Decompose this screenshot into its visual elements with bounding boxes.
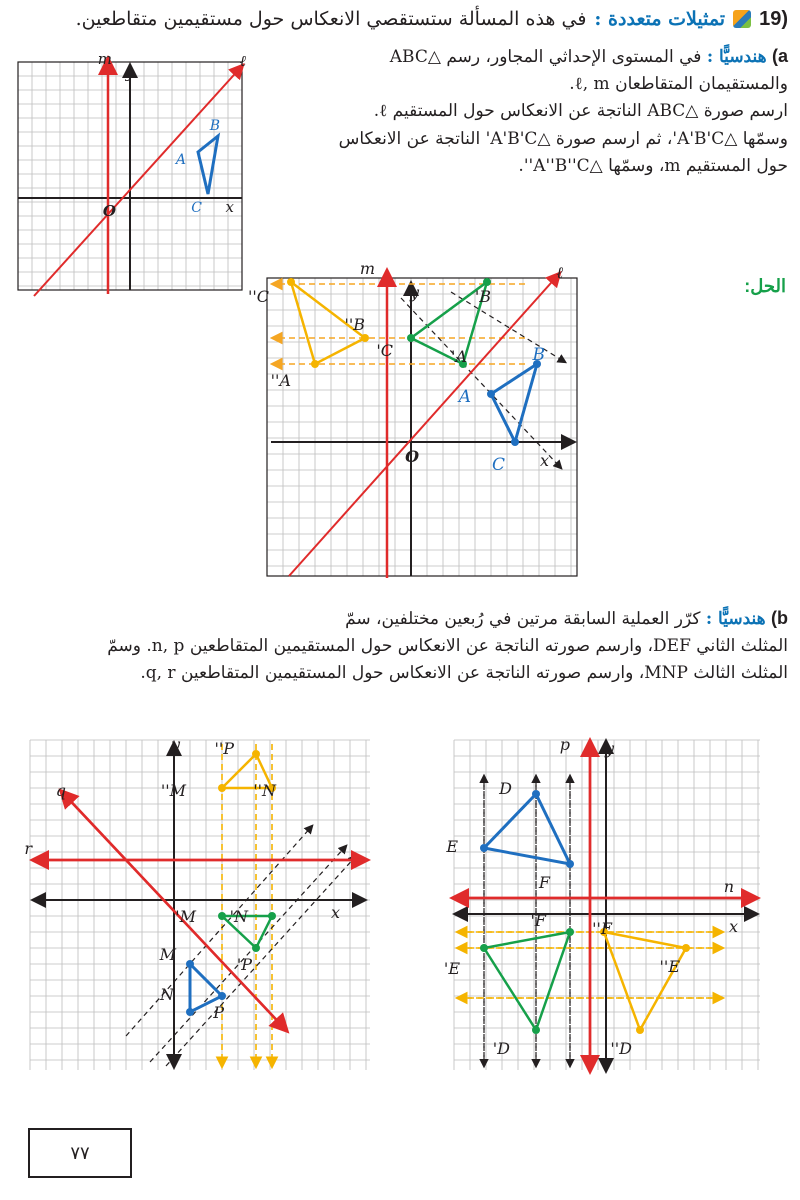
label-n1: N' <box>229 907 248 926</box>
label-f2: F'' <box>592 919 612 938</box>
label-m: M <box>159 945 176 964</box>
label-x: x <box>225 198 234 216</box>
question-intro: في هذه المسألة ستستقصي الانعكاس حول مستقيمين متقاطعين. <box>75 8 587 30</box>
grid <box>30 740 370 1070</box>
part-a <box>288 42 788 180</box>
label-b: B <box>209 118 220 134</box>
label-a2: A'' <box>270 371 291 390</box>
graph-solution-a <box>247 259 585 582</box>
label-origin: O <box>405 447 419 466</box>
label-f: F <box>538 873 550 892</box>
label-c2: C'' <box>247 287 269 306</box>
label-l: ℓ <box>556 263 563 282</box>
label-n: N <box>160 985 174 1004</box>
label-m: m <box>359 259 375 278</box>
label-e1: E' <box>443 959 460 978</box>
label-a: A <box>175 152 186 168</box>
multiple-representations-icon <box>733 10 751 28</box>
part-a-line-5: حول المستقيم m، وسمّها △A''B''C''. <box>518 155 788 176</box>
label-m: m <box>97 50 112 68</box>
part-b-line-2: المثلث الثاني DEF، وارسم صورته الناتجة عن الانعكاس حول المستقيمين المتقاطعين n, p. وسمّ <box>107 636 788 657</box>
solution-label: الحل: <box>744 276 786 296</box>
label-c: C <box>191 200 202 216</box>
label-r: r <box>24 839 32 858</box>
graph-triangle-abc <box>8 52 258 302</box>
part-b-heading: هندسيًّا : <box>705 609 766 629</box>
label-c1: C' <box>376 341 393 360</box>
label-x: x <box>539 451 549 470</box>
label-n-line: n <box>723 877 734 896</box>
label-b1: B' <box>474 287 491 306</box>
label-d: D <box>499 779 512 798</box>
triangle-def <box>484 794 570 864</box>
label-m1: M' <box>175 907 196 926</box>
label-f1: F' <box>530 911 546 930</box>
part-b-line-1: كرّر العملية السابقة مرتين في رُبعين مختلفين، سمّ <box>345 609 701 629</box>
label-l: ℓ <box>239 52 246 70</box>
label-x: x <box>728 917 738 936</box>
graph-triangle-mnp <box>26 736 376 1086</box>
label-m2: M'' <box>160 781 186 800</box>
triangle-abc <box>491 364 537 442</box>
label-b: B <box>532 345 545 365</box>
part-a-line-1: في المستوى الإحداثي المجاور، رسم △ABC <box>389 47 702 67</box>
part-a-line-4: وسمّها △A'B'C'، ثم ارسم صورة △A'B'C' الناتجة عن الانعكاس <box>338 128 788 149</box>
part-b <box>12 604 788 688</box>
part-b-label: b) <box>771 608 788 628</box>
triangle-d1e1f1 <box>484 932 570 1030</box>
graph-triangle-def <box>443 735 766 1086</box>
label-p1: P' <box>236 955 252 974</box>
part-b-line-3: المثلث الثالث MNP، وارسم صورته الناتجة عن الانعكاس حول المستقيمين المتقاطعين q, r. <box>140 663 788 684</box>
triangle-d2e2f2 <box>604 932 686 1030</box>
label-p-line: p <box>559 735 570 754</box>
label-e: E <box>446 837 458 856</box>
label-p: P <box>213 1003 224 1022</box>
label-a: A <box>458 387 471 407</box>
label-q: q <box>55 781 66 800</box>
label-y: y <box>170 735 180 754</box>
part-a-line-2: والمستقيمان المتقاطعان ℓ, m. <box>569 74 788 95</box>
label-y: y <box>604 739 614 758</box>
label-b2: B'' <box>344 315 365 334</box>
label-d1: D' <box>492 1039 510 1058</box>
label-p2: P'' <box>214 739 234 758</box>
page-number: ٧٧ <box>28 1128 132 1178</box>
label-x: x <box>330 903 340 922</box>
part-a-label: a) <box>771 46 788 66</box>
label-e2: E'' <box>659 957 680 976</box>
label-n2: N'' <box>253 781 276 800</box>
part-a-heading: هندسيًّا : <box>706 47 767 67</box>
label-d2: D'' <box>610 1039 632 1058</box>
question-title: تمثيلات متعددة : <box>594 8 726 30</box>
part-a-line-3: ارسم صورة △ABC الناتجة عن الانعكاس حول المستقيم ℓ. <box>373 101 788 122</box>
question-header <box>12 2 788 36</box>
label-a1: A' <box>451 347 467 366</box>
question-number: 19) <box>759 7 788 30</box>
label-y: y <box>125 64 134 82</box>
label-y: y <box>409 283 419 302</box>
label-origin: O <box>102 202 116 220</box>
label-c: C <box>491 455 505 475</box>
triangle-abc <box>198 136 218 194</box>
